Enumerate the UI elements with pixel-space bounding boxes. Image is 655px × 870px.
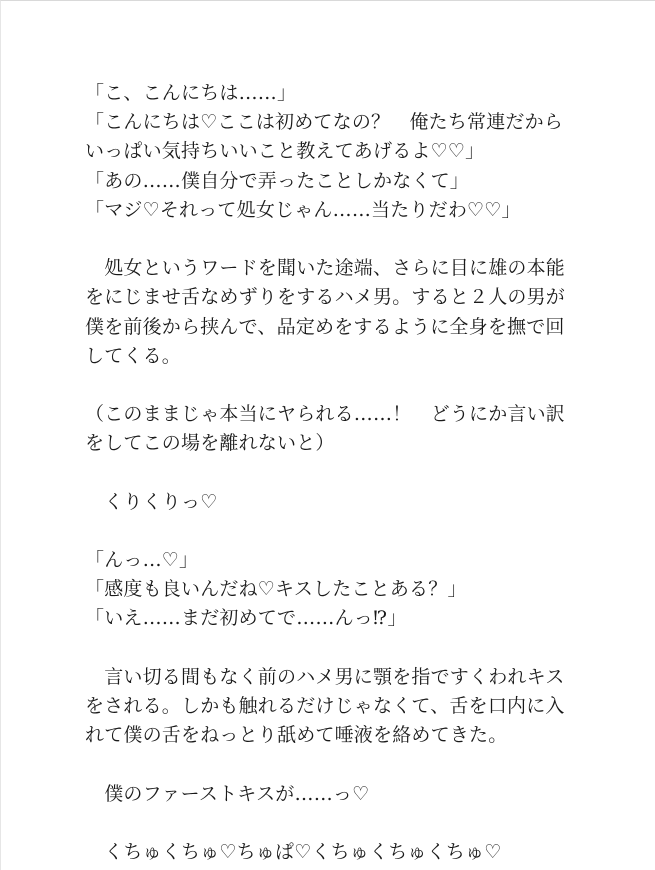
text-line: 「んっ…♡」 <box>85 549 199 571</box>
text-line: 「こ、こんにちは……」 <box>85 82 297 104</box>
text-line: 言い切る間もなく前のハメ男に顎を指ですくわれキス <box>85 665 565 688</box>
blank-line <box>85 371 585 400</box>
blank-line <box>85 809 585 838</box>
text-line: をにじませ舌なめずりをするハメ男。すると２人の男が <box>85 286 566 309</box>
blank-line <box>85 458 585 487</box>
text-line: 処女というワードを聞いた途端、さらに目に雄の本能 <box>85 257 566 280</box>
text-line: 「こんにちは♡ここは初めてなの？ 俺たち常連だから <box>85 111 564 134</box>
blank-line <box>85 225 585 254</box>
text-line: くりくりっ♡ <box>85 490 218 513</box>
text-line: 「感度も良いんだね♡キスしたことある？」 <box>85 578 467 601</box>
text-line: してくる。 <box>85 344 182 367</box>
text-line: 僕を前後から挟んで、品定めをするように全身を撫で回 <box>85 315 565 338</box>
blank-line <box>85 634 585 663</box>
text-line: 「マジ♡それって処女じゃん……当たりだわ♡♡」 <box>85 198 521 221</box>
text-line: 「いえ……まだ初めてで……んっ⁉」 <box>85 607 407 630</box>
novel-text-body <box>85 79 585 867</box>
text-line: くちゅくちゅ♡ちゅぱ♡くちゅくちゅくちゅ♡ <box>85 840 502 863</box>
text-line: をしてこの場を離れないと） <box>85 432 335 455</box>
text-line: れて僕の舌をねっとり舐めて唾液を絡めてきた。 <box>85 724 508 747</box>
blank-line <box>85 517 585 546</box>
text-line: 僕のファーストキスが……っ♡ <box>85 782 370 805</box>
text-line: （このままじゃ本当にヤられる……！ どうにか言い訳 <box>85 403 566 426</box>
text-line: をされる。しかも触れるだけじゃなくて、舌を口内に入 <box>85 694 565 717</box>
blank-line <box>85 750 585 779</box>
text-line: いっぱい気持ちいいこと教えてあげるよ♡♡」 <box>85 140 485 163</box>
text-line: 「あの……僕自分で弄ったことしかなくて」 <box>85 169 470 192</box>
